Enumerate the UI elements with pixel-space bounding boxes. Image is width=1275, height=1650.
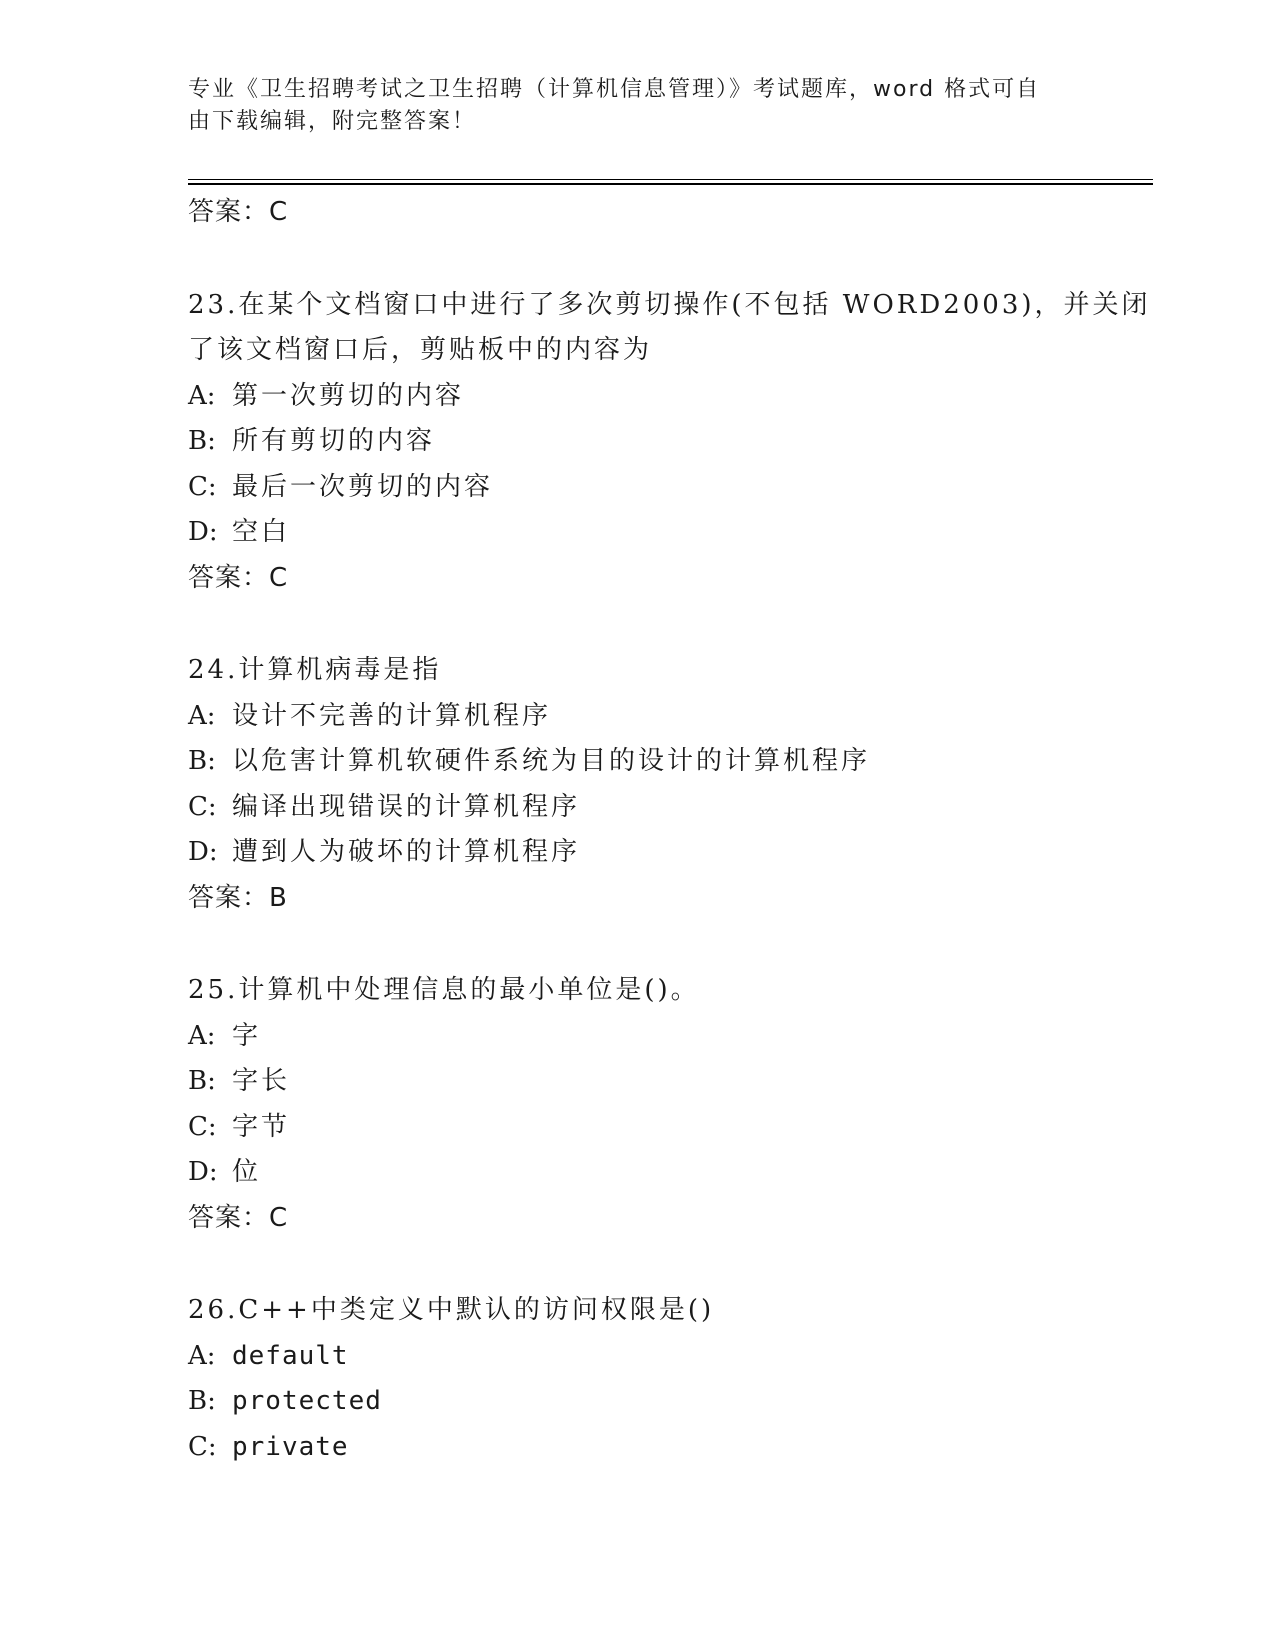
option-text: 遭到人为破坏的计算机程序 — [232, 837, 581, 867]
spacer — [188, 921, 1148, 968]
question-24-option-c — [188, 785, 1148, 831]
header-divider-thin — [188, 179, 1153, 180]
spacer — [188, 236, 1148, 283]
question-26-option-c — [188, 1425, 1148, 1471]
question-23-option-d — [188, 510, 1148, 556]
question-24-option-b — [188, 739, 1148, 785]
question-24-option-d — [188, 830, 1148, 876]
question-25-option-d — [188, 1150, 1148, 1196]
question-25-option-b — [188, 1059, 1148, 1105]
option-text: 所有剪切的内容 — [232, 426, 436, 456]
option-text: 第一次剪切的内容 — [232, 380, 465, 411]
header-divider-thick — [188, 183, 1153, 185]
option-text: 编译出现错误的计算机程序 — [232, 791, 581, 822]
option-text: 设计不完善的计算机程序 — [232, 700, 552, 731]
option-label: D: — [188, 837, 218, 867]
question-25-option-a — [188, 1014, 1148, 1060]
question-23-stem-line-1: 23.在某个文档窗口中进行了多次剪切操作(不包括 WORD2003)，并关闭 — [188, 289, 1151, 320]
spacer — [188, 1241, 1148, 1288]
question-25-stem: 25.计算机中处理信息的最小单位是()。 — [188, 975, 700, 1005]
option-label: A: — [188, 1340, 216, 1371]
option-label: D: — [188, 1157, 218, 1187]
option-label: C: — [188, 791, 217, 822]
option-text: default — [232, 1340, 349, 1371]
answer-q25: 答案：C — [188, 1202, 289, 1233]
question-26-option-a — [188, 1334, 1148, 1380]
header-line-1: 专业《卫生招聘考试之卫生招聘（计算机信息管理）》考试题库，word 格式可自 — [188, 77, 1041, 102]
answer-q23: 答案：C — [188, 562, 289, 593]
option-label: C: — [188, 471, 217, 502]
answer-q22: 答案：C — [188, 197, 289, 227]
option-label: A: — [188, 700, 216, 731]
option-label: A: — [188, 1020, 216, 1051]
answer-q24: 答案：B — [188, 882, 288, 913]
option-label: B: — [188, 1386, 216, 1416]
document-header — [188, 74, 1088, 138]
option-label: A: — [188, 380, 216, 411]
option-text: 位 — [232, 1157, 262, 1187]
option-label: B: — [188, 746, 216, 776]
question-24-option-a — [188, 694, 1148, 740]
option-text: 字长 — [232, 1066, 291, 1096]
option-text: 字 — [232, 1020, 262, 1051]
option-text: 字节 — [232, 1111, 291, 1142]
question-26-option-b — [188, 1379, 1148, 1425]
option-label: B: — [188, 426, 216, 456]
option-label: D: — [188, 517, 218, 547]
option-label: B: — [188, 1066, 216, 1096]
option-text: private — [232, 1431, 349, 1462]
option-label: C: — [188, 1431, 217, 1462]
question-24-stem: 24.计算机病毒是指 — [188, 655, 442, 685]
question-23-option-c — [188, 465, 1148, 511]
option-text: protected — [232, 1386, 382, 1416]
question-26-stem: 26.C++中类定义中默认的访问权限是() — [188, 1295, 715, 1325]
option-text: 以危害计算机软硬件系统为目的设计的计算机程序 — [232, 746, 871, 776]
option-text: 空白 — [232, 517, 291, 547]
spacer — [188, 601, 1148, 648]
question-23-option-a — [188, 374, 1148, 420]
question-25-option-c — [188, 1105, 1148, 1151]
question-23-option-b — [188, 419, 1148, 465]
header-line-2: 由下载编辑，附完整答案！ — [188, 109, 477, 134]
question-23-stem-line-2: 了该文档窗口后，剪贴板中的内容为 — [188, 335, 653, 365]
question-list — [188, 190, 1151, 1470]
option-label: C: — [188, 1111, 217, 1142]
option-text: 最后一次剪切的内容 — [232, 471, 494, 502]
